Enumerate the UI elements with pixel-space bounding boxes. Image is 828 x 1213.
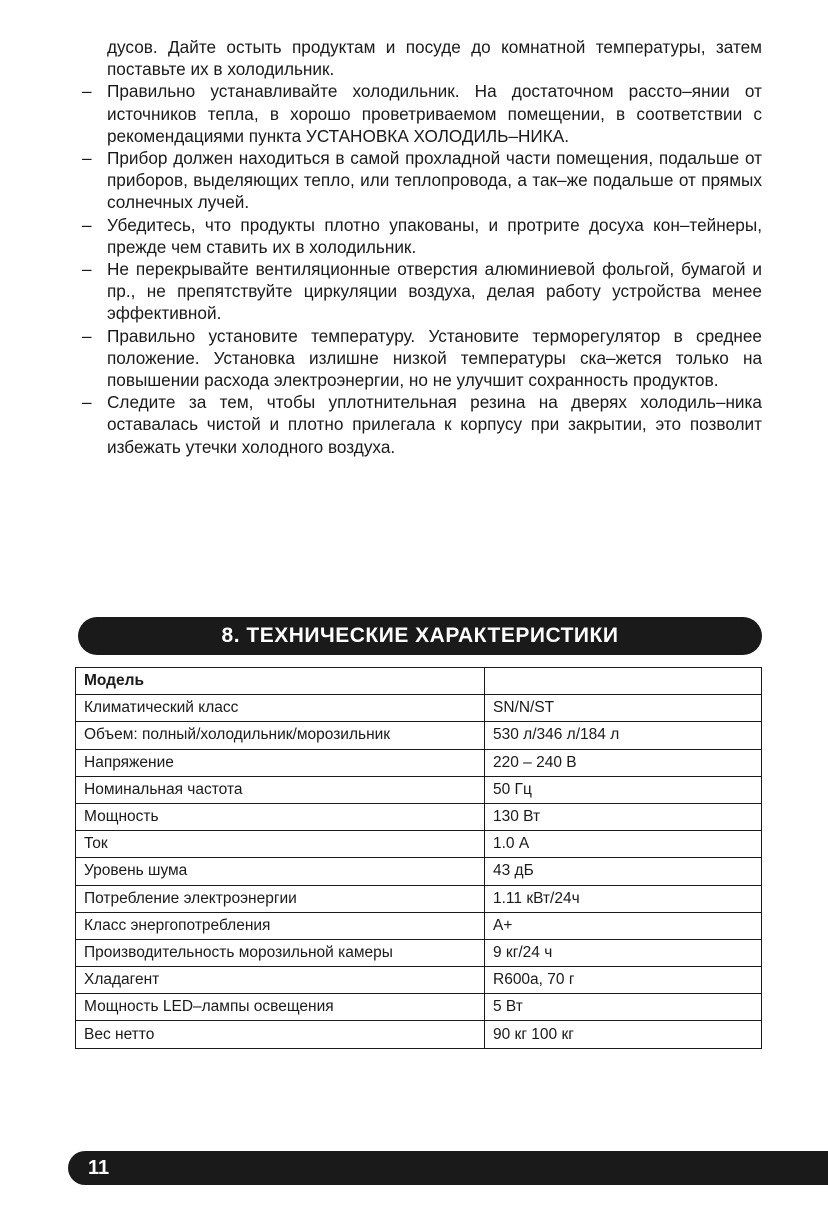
- spec-label: Уровень шума: [76, 858, 485, 885]
- spec-value: 530 л/346 л/184 л: [485, 722, 762, 749]
- dash-bullet: –: [82, 81, 92, 102]
- spec-label: Номинальная частота: [76, 776, 485, 803]
- list-item: [82, 391, 762, 458]
- dash-bullet: –: [82, 259, 92, 280]
- table-row: [76, 885, 762, 912]
- list-item: [82, 258, 762, 325]
- spec-value: R600a, 70 г: [485, 967, 762, 994]
- spec-value: 220 – 240 В: [485, 749, 762, 776]
- table-row: [76, 776, 762, 803]
- spec-value: 1.11 кВт/24ч: [485, 885, 762, 912]
- list-item-text: Прибор должен находиться в самой прохладной части помещения, подальше от приборов, выделяющих тепло, или теплопровода, а так–же подальше от прямых солнечных лучей.: [107, 148, 762, 213]
- spec-label: Климатический класс: [76, 695, 485, 722]
- list-item-text: Правильно устанавливайте холодильник. На достаточном рассто–янии от источников тепла, в хорошо проветриваемом помещении, в соответствии с рекомендациями пункта УСТАНОВКА ХОЛОДИЛЬ–НИКА.: [107, 81, 762, 146]
- spec-label: Объем: полный/холодильник/морозильник: [76, 722, 485, 749]
- spec-label: Производительность морозильной камеры: [76, 939, 485, 966]
- spec-value: 50 Гц: [485, 776, 762, 803]
- spec-label: Напряжение: [76, 749, 485, 776]
- table-header-row: [76, 668, 762, 695]
- table-header-cell: Модель: [76, 668, 485, 695]
- dash-bullet: –: [82, 392, 92, 413]
- spec-label: Потребление электроэнергии: [76, 885, 485, 912]
- list-item-text: Правильно установите температуру. Установите терморегулятор в среднее положение. Установка излишне низкой температуры ска–жется только на повышении расхода электроэнергии, но не улучшит сохранность продуктов.: [107, 325, 762, 391]
- dash-bullet: –: [82, 214, 92, 235]
- specs-table: [75, 667, 762, 1049]
- body-text: [82, 36, 762, 458]
- spec-label: Вес нетто: [76, 1021, 485, 1048]
- spec-value: 5 Вт: [485, 994, 762, 1021]
- page-footer-bar: [68, 1151, 828, 1185]
- list-item-text: Следите за тем, чтобы уплотнительная резина на дверях холодиль–ника оставалась чистой и плотно прилегала к корпусу при закрытии, это позволит избежать утечки холодного воздуха.: [107, 392, 762, 457]
- spec-value: 90 кг 100 кг: [485, 1021, 762, 1048]
- section-title: 8. ТЕХНИЧЕСКИЕ ХАРАКТЕРИСТИКИ: [78, 617, 762, 655]
- list-item: [82, 214, 762, 258]
- page-number: 11: [88, 1157, 110, 1179]
- table-row: [76, 749, 762, 776]
- table-row: [76, 722, 762, 749]
- table-row: [76, 831, 762, 858]
- spec-label: Мощность: [76, 803, 485, 830]
- list-item: [82, 325, 762, 392]
- table-row: [76, 1021, 762, 1048]
- table-row: [76, 695, 762, 722]
- table-row: [76, 994, 762, 1021]
- table-row: [76, 803, 762, 830]
- spec-value: SN/N/ST: [485, 695, 762, 722]
- spec-label: Класс энергопотребления: [76, 912, 485, 939]
- list-item: [82, 80, 762, 147]
- dash-bullet: –: [82, 148, 92, 169]
- table-row: [76, 967, 762, 994]
- spec-value: 43 дБ: [485, 858, 762, 885]
- list-item-text: Убедитесь, что продукты плотно упакованы, и протрите досуха кон–тейнеры, прежде чем ставить их в холодильник.: [107, 214, 762, 257]
- spec-label: Мощность LED–лампы освещения: [76, 994, 485, 1021]
- spec-value: 130 Вт: [485, 803, 762, 830]
- spec-value: А+: [485, 912, 762, 939]
- table-header-cell: [485, 668, 762, 695]
- table-row: [76, 858, 762, 885]
- intro-paragraph: дусов. Дайте остыть продуктам и посуде до комнатной температуры, затем поставьте их в холодильник.: [107, 37, 762, 80]
- spec-label: Хладагент: [76, 967, 485, 994]
- list-item-text: Не перекрывайте вентиляционные отверстия алюминиевой фольгой, бумагой и пр., не препятствуйте циркуляции воздуха, делая работу устройства менее эффективной.: [107, 259, 762, 324]
- table-row: [76, 912, 762, 939]
- dash-bullet: –: [82, 325, 92, 346]
- spec-value: 9 кг/24 ч: [485, 939, 762, 966]
- spec-value: 1.0 А: [485, 831, 762, 858]
- spec-label: Ток: [76, 831, 485, 858]
- table-row: [76, 939, 762, 966]
- list-item: [82, 147, 762, 214]
